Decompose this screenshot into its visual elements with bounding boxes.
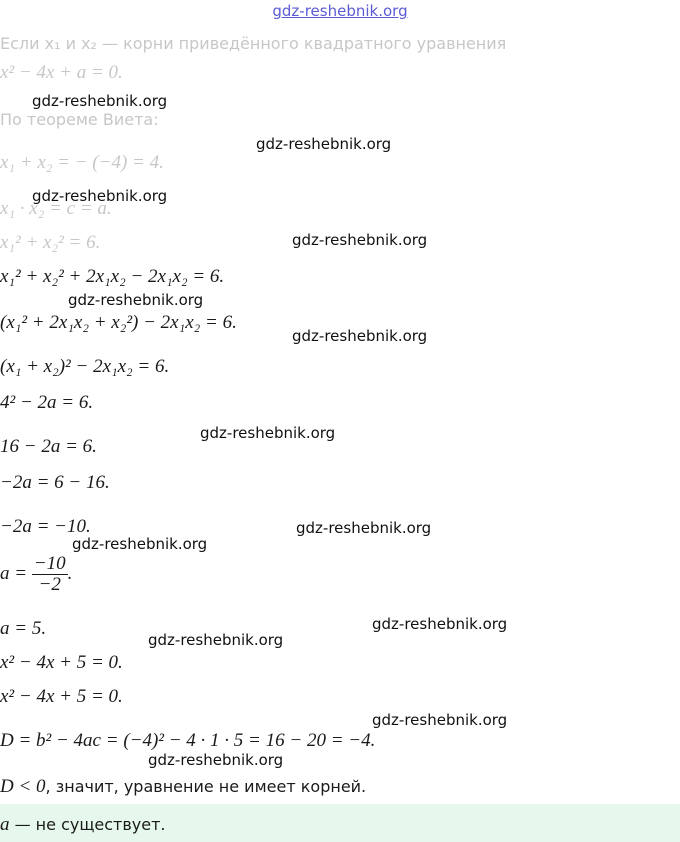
answer	[0, 814, 166, 836]
step-4: 4² − 2a = 6.	[0, 392, 94, 413]
watermark: gdz-reshebnik.org	[256, 135, 392, 153]
watermark: gdz-reshebnik.org	[296, 519, 432, 537]
watermark: gdz-reshebnik.org	[32, 92, 168, 110]
site-header-link[interactable]: gdz-reshebnik.org	[272, 2, 408, 20]
watermark: gdz-reshebnik.org	[148, 751, 284, 769]
watermark: gdz-reshebnik.org	[72, 535, 208, 553]
answer-text: — не существует.	[9, 815, 166, 834]
step-2: (x₁² + 2x₁x₂ + x₂²) − 2x₁x₂ = 6.	[0, 312, 237, 333]
vieta-label: По теореме Виета:	[0, 110, 159, 129]
step-5: 16 − 2a = 6.	[0, 436, 97, 457]
step-7: −2a = −10.	[0, 516, 91, 537]
answer-math: a	[0, 814, 10, 835]
step-equation-1: x² − 4x + 5 = 0.	[0, 652, 123, 673]
fraction-denominator: −2	[38, 574, 61, 595]
watermark: gdz-reshebnik.org	[68, 291, 204, 309]
watermark: gdz-reshebnik.org	[200, 424, 336, 442]
fraction-step	[0, 554, 72, 595]
vieta-product: x₁ · x₂ = c = a.	[0, 198, 112, 219]
fraction-end: .	[67, 562, 73, 584]
conclusion-math: D < 0	[0, 776, 46, 797]
answer-box	[0, 804, 680, 842]
step-6: −2a = 6 − 16.	[0, 472, 110, 493]
fraction-numerator: −10	[33, 553, 66, 574]
fraction	[32, 554, 68, 595]
sum-of-squares-condition: x₁² + x₂² = 6.	[0, 232, 101, 253]
fraction-lhs: a =	[0, 562, 28, 584]
intro-text: Если x₁ и x₂ — корни приведённого квадратного уравнения	[0, 34, 507, 53]
step-result-a: a = 5.	[0, 618, 47, 639]
step-3: (x₁ + x₂)² − 2x₁x₂ = 6.	[0, 356, 170, 377]
watermark: gdz-reshebnik.org	[32, 187, 168, 205]
watermark: gdz-reshebnik.org	[372, 615, 508, 633]
vieta-sum: x₁ + x₂ = − (−4) = 4.	[0, 152, 164, 173]
conclusion-text: , значит, уравнение не имеет корней.	[45, 777, 367, 796]
step-1: x₁² + x₂² + 2x₁x₂ − 2x₁x₂ = 6.	[0, 266, 225, 287]
watermark: gdz-reshebnik.org	[372, 711, 508, 729]
watermark: gdz-reshebnik.org	[292, 231, 428, 249]
intro-equation: x² − 4x + a = 0.	[0, 62, 123, 83]
step-equation-2: x² − 4x + 5 = 0.	[0, 686, 123, 707]
watermark: gdz-reshebnik.org	[148, 631, 284, 649]
step-discriminant: D = b² − 4ac = (−4)² − 4 · 1 · 5 = 16 − 20 = −4.	[0, 730, 376, 751]
conclusion	[0, 776, 366, 798]
watermark: gdz-reshebnik.org	[292, 327, 428, 345]
